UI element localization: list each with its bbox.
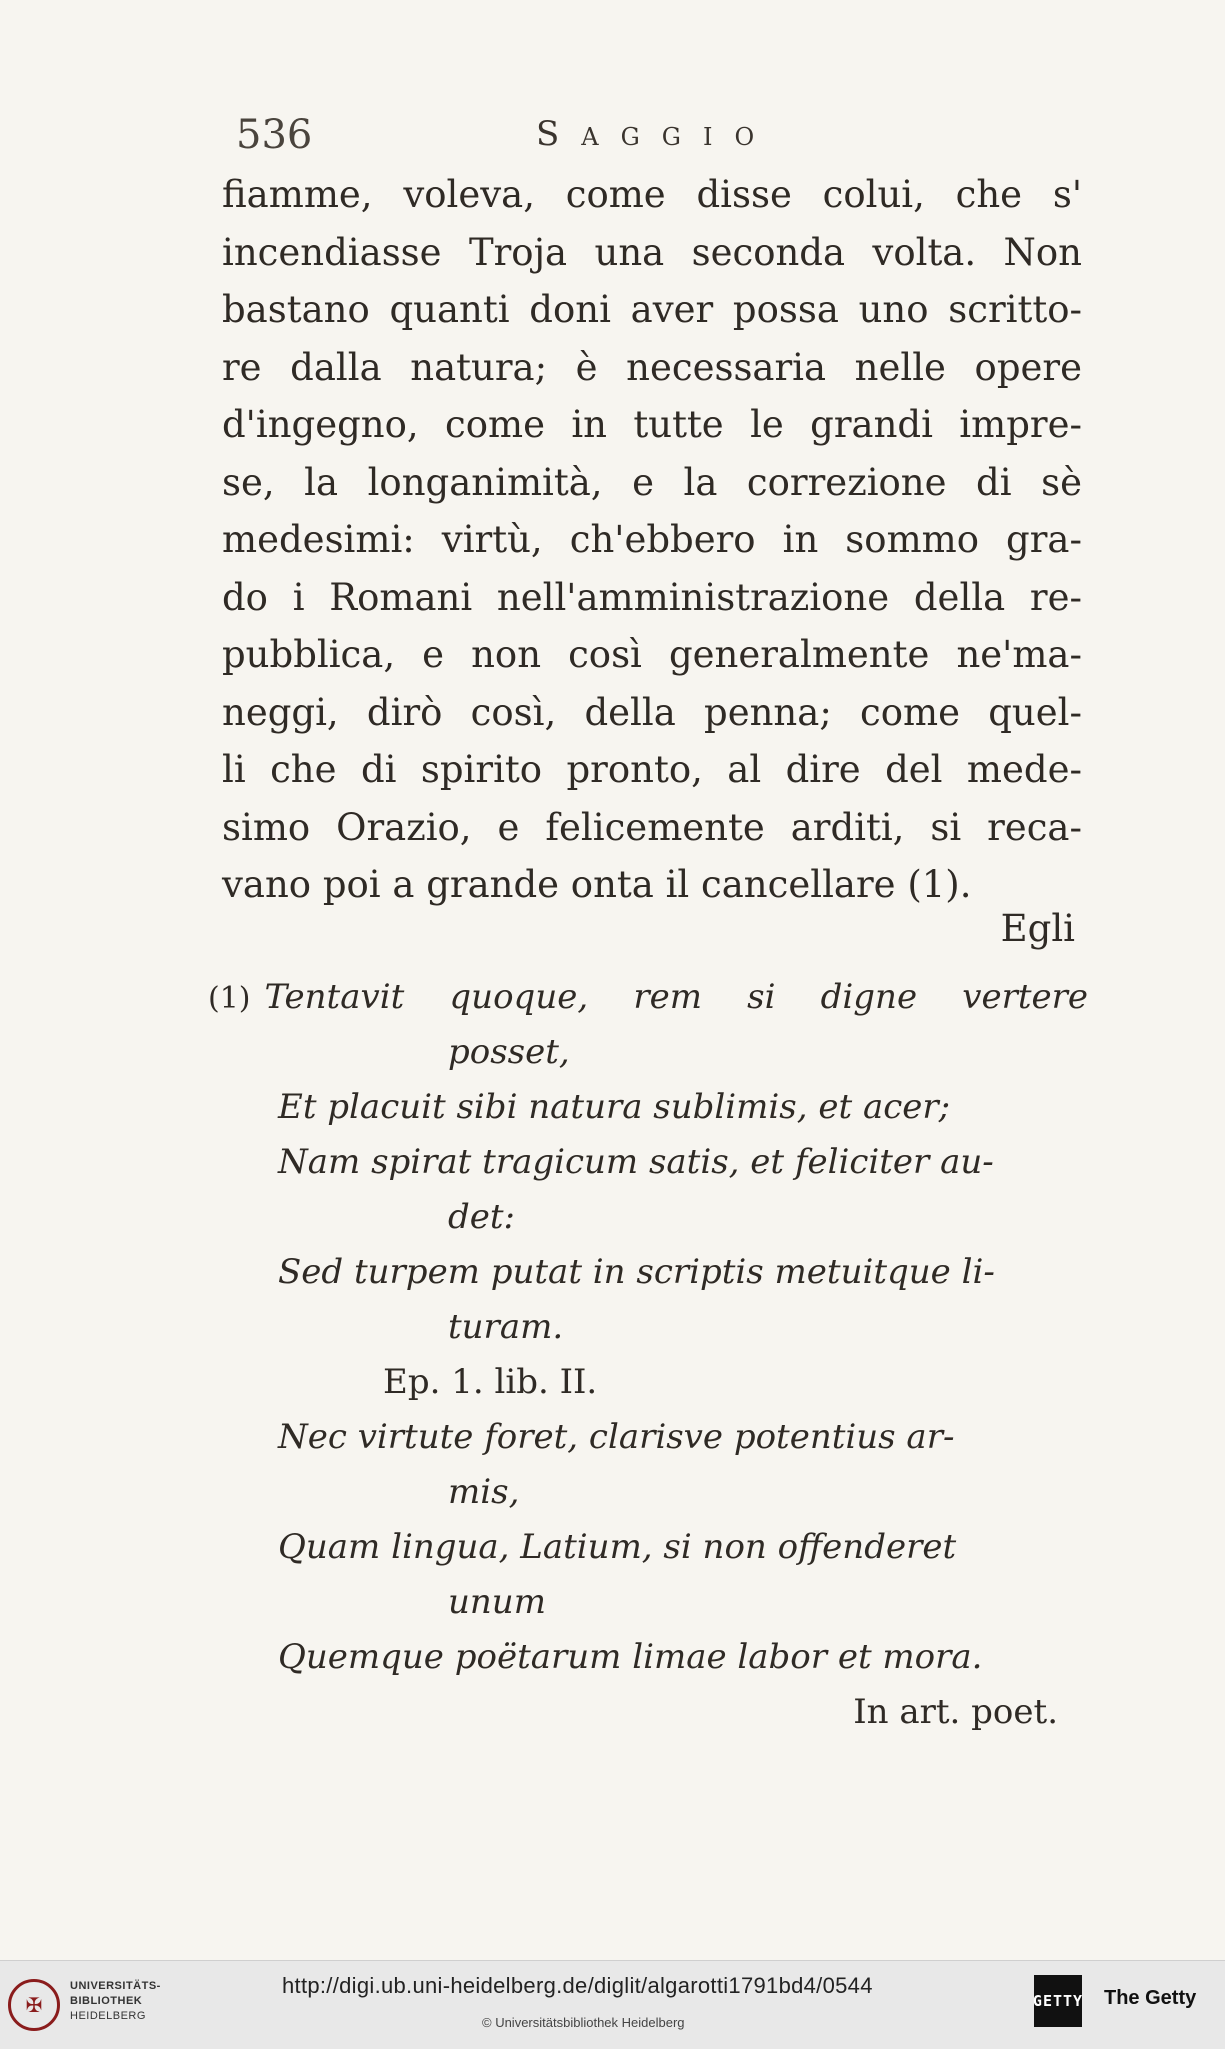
footnote-line: turam. xyxy=(448,1307,564,1347)
body-line: pubblica, e non così generalmente ne'ma- xyxy=(222,633,1082,676)
footnote-line: Ep. 1. lib. II. xyxy=(383,1362,598,1402)
body-line: d'ingegno, come in tutte le grandi impre- xyxy=(222,403,1082,446)
body-line: bastano quanti doni aver possa uno scritto- xyxy=(222,288,1082,331)
footnote-line xyxy=(208,970,1088,1025)
library-name-line: BIBLIOTHEK xyxy=(70,1995,143,2007)
getty-logo-icon[interactable] xyxy=(1034,1975,1082,2027)
body-text xyxy=(222,166,1082,914)
footnote-line: In art. poet. xyxy=(853,1692,1058,1732)
body-line: vano poi a grande onta il cancellare (1). xyxy=(222,863,972,906)
footnote-line: Et placuit sibi natura sublimis, et acer; xyxy=(278,1087,951,1127)
footnote-line: Quam lingua, Latium, si non offenderet xyxy=(278,1527,957,1567)
library-name-line: UNIVERSITÄTS- xyxy=(70,1980,161,1992)
body-line: se, la longanimità, e la correzione di sè xyxy=(222,460,1082,504)
body-line: neggi, dirò così, della penna; come quel- xyxy=(222,690,1082,734)
running-title: Saggio xyxy=(536,114,777,154)
getty-logo-text: GETTY xyxy=(1032,1991,1084,2010)
catchword: Egli xyxy=(1000,907,1075,950)
body-line: li che di spirito pronto, al dire del mede- xyxy=(222,748,1082,791)
library-name xyxy=(70,1979,161,2024)
footnote-line: Sed turpem putat in scriptis metuitque li- xyxy=(278,1252,995,1292)
viewer-footer xyxy=(0,1960,1225,2049)
page-header xyxy=(236,112,1076,156)
body-line: medesimi: virtù, ch'ebbero in sommo gra- xyxy=(222,518,1082,561)
body-line: simo Orazio, e felicemente arditi, si reca- xyxy=(222,805,1082,849)
footnote-line: unum xyxy=(448,1582,546,1622)
heidelberg-seal-icon[interactable]: ✠ xyxy=(8,1979,60,2031)
getty-name: The Getty xyxy=(1104,1987,1197,2009)
footnote xyxy=(208,970,1088,1740)
permalink-url[interactable]: http://digi.ub.uni-heidelberg.de/diglit/algarotti1791bd4/0544 xyxy=(282,1973,873,1998)
footnote-line: Nam spirat tragicum satis, et feliciter au- xyxy=(278,1142,994,1182)
page-number: 536 xyxy=(236,112,313,158)
library-name-line: HEIDELBERG xyxy=(70,2010,146,2022)
footnote-text: Tentavit quoque, rem si digne vertere xyxy=(264,977,1088,1017)
body-line: do i Romani nell'amministrazione della re- xyxy=(222,575,1082,619)
body-line: fiamme, voleva, come disse colui, che s' xyxy=(222,173,1082,216)
footnote-line: posset, xyxy=(448,1032,570,1072)
footnote-line: Quemque poëtarum limae labor et mora. xyxy=(278,1637,983,1677)
footnote-line: det: xyxy=(448,1197,516,1237)
body-line: re dalla natura; è necessaria nelle opere xyxy=(222,345,1082,389)
body-line: incendiasse Troja una seconda volta. Non xyxy=(222,230,1082,274)
copyright-notice: © Universitätsbibliothek Heidelberg xyxy=(482,2015,685,2030)
footnote-line: mis, xyxy=(448,1472,520,1512)
footnote-line: Nec virtute foret, clarisve potentius ar- xyxy=(278,1417,955,1457)
footnote-marker: (1) xyxy=(208,981,251,1016)
